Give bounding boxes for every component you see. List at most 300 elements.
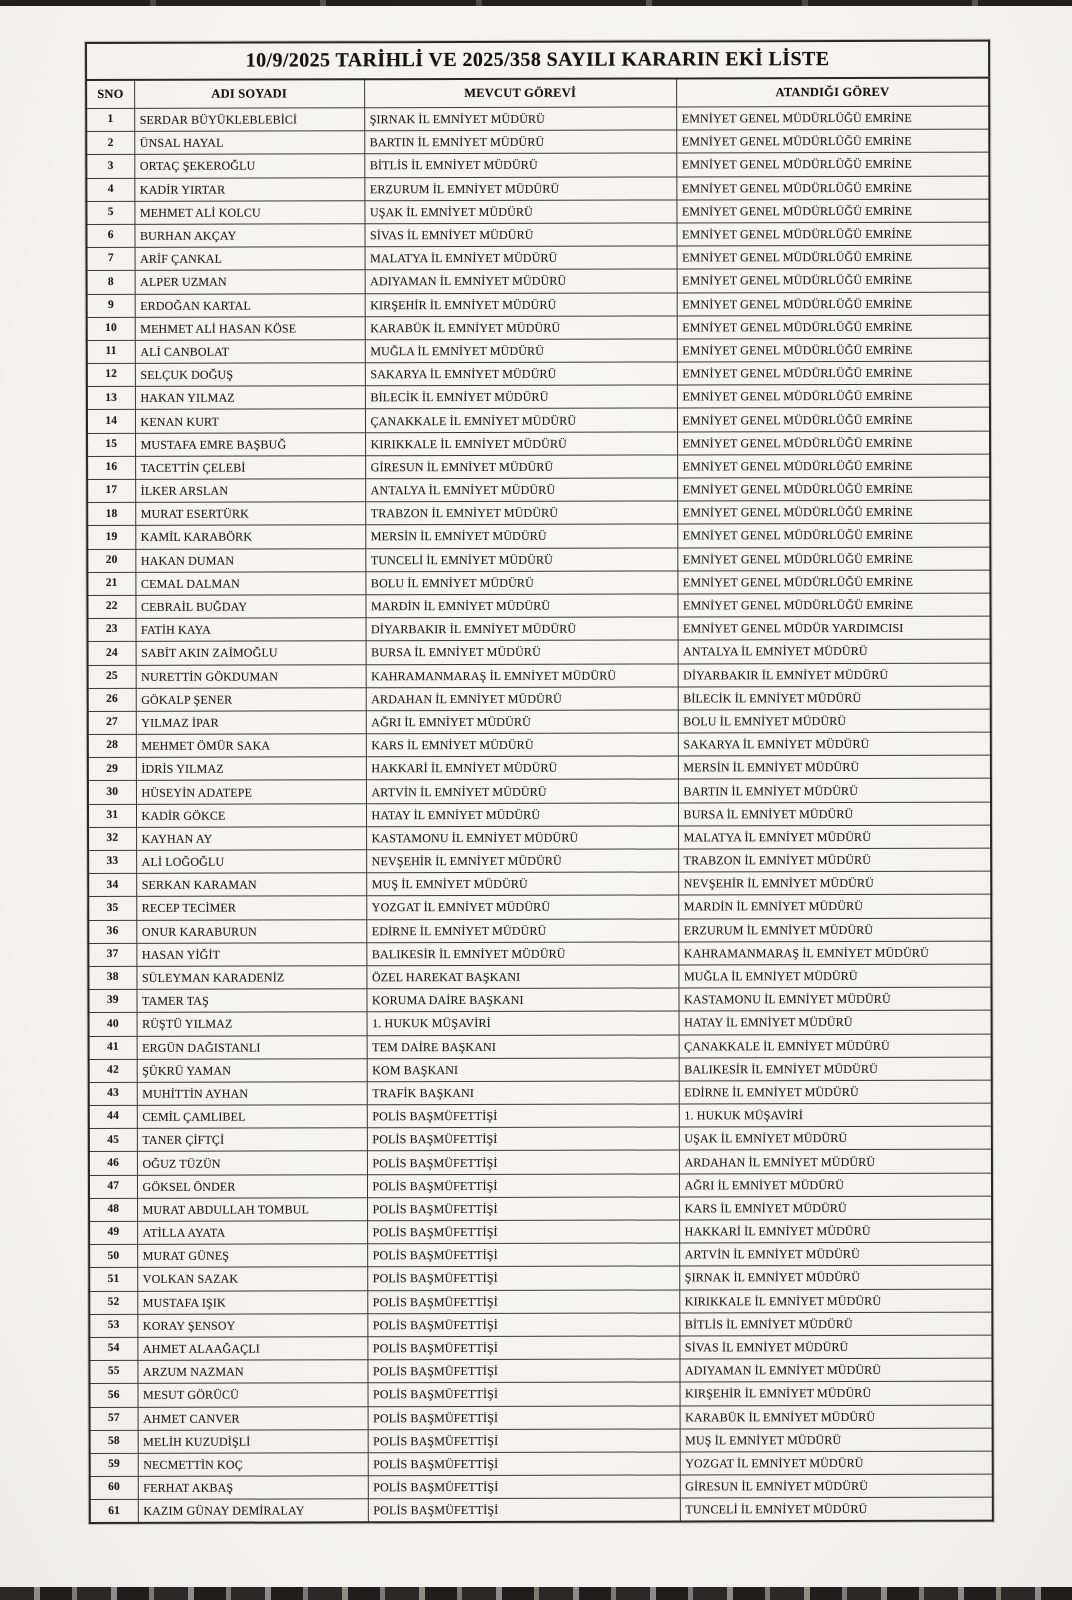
current-post-cell: ANTALYA İL EMNİYET MÜDÜRÜ <box>365 478 677 502</box>
assigned-post-cell: BURSA İL EMNİYET MÜDÜRÜ <box>678 802 991 826</box>
row-number-cell: 49 <box>89 1221 137 1244</box>
assigned-post-cell: ERZURUM İL EMNİYET MÜDÜRÜ <box>678 918 991 942</box>
name-cell: AHMET CANVER <box>138 1406 368 1430</box>
name-cell: MEHMET ALİ KOLCU <box>134 201 364 225</box>
current-post-cell: MERSİN İL EMNİYET MÜDÜRÜ <box>365 524 677 548</box>
table-row <box>88 686 991 712</box>
current-post-cell: NEVŞEHİR İL EMNİYET MÜDÜRÜ <box>366 849 678 873</box>
current-post-cell: ÇANAKKALE İL EMNİYET MÜDÜRÜ <box>365 408 677 432</box>
name-cell: HÜSEYİN ADATEPE <box>136 780 366 804</box>
table-row <box>88 616 991 642</box>
assigned-post-cell: EMNİYET GENEL MÜDÜRLÜĞÜ EMRİNE <box>677 384 990 408</box>
row-number-cell: 7 <box>87 247 135 270</box>
assigned-post-cell: BARTIN İL EMNİYET MÜDÜRÜ <box>678 779 991 803</box>
current-post-cell: POLİS BAŞMÜFETTİŞİ <box>367 1336 679 1360</box>
current-post-cell: HATAY İL EMNİYET MÜDÜRÜ <box>366 803 678 827</box>
current-post-cell: POLİS BAŞMÜFETTİŞİ <box>367 1174 679 1198</box>
name-cell: SÜLEYMAN KARADENİZ <box>136 966 366 990</box>
assigned-post-cell: ÇANAKKALE İL EMNİYET MÜDÜRÜ <box>679 1034 992 1058</box>
table-row <box>88 779 991 805</box>
name-cell: VOLKAN SAZAK <box>137 1267 367 1291</box>
table-row <box>87 524 990 550</box>
row-number-cell: 8 <box>87 271 135 294</box>
assigned-post-cell: BİLECİK İL EMNİYET MÜDÜRÜ <box>678 686 991 710</box>
row-number-cell: 43 <box>89 1082 137 1105</box>
scan-edge-artifact-top <box>0 0 1072 6</box>
assigned-post-cell: EMNİYET GENEL MÜDÜRLÜĞÜ EMRİNE <box>677 547 990 571</box>
table-row <box>86 106 989 132</box>
current-post-cell: POLİS BAŞMÜFETTİŞİ <box>367 1266 679 1290</box>
current-post-cell: KORUMA DAİRE BAŞKANI <box>366 988 678 1012</box>
current-post-cell: KOM BAŞKANI <box>367 1058 679 1082</box>
current-post-cell: POLİS BAŞMÜFETTİŞİ <box>367 1104 679 1128</box>
assigned-post-cell: EMNİYET GENEL MÜDÜRLÜĞÜ EMRİNE <box>677 338 990 362</box>
assigned-post-cell: MERSİN İL EMNİYET MÜDÜRÜ <box>678 755 991 779</box>
row-number-cell: 51 <box>89 1268 137 1291</box>
table-row <box>89 1080 992 1106</box>
table-row <box>87 315 990 341</box>
name-cell: FERHAT AKBAŞ <box>138 1476 368 1500</box>
name-cell: SELÇUK DOĞUŞ <box>135 363 365 387</box>
current-post-cell: BİLECİK İL EMNİYET MÜDÜRÜ <box>365 385 677 409</box>
assigned-post-cell: EMNİYET GENEL MÜDÜRLÜĞÜ EMRİNE <box>676 106 989 130</box>
table-row <box>88 848 991 874</box>
name-cell: ALİ CANBOLAT <box>135 340 365 364</box>
table-row <box>88 918 991 944</box>
row-number-cell: 32 <box>88 827 136 850</box>
name-cell: MURAT GÜNEŞ <box>137 1244 367 1268</box>
row-number-cell: 31 <box>88 804 136 827</box>
assigned-post-cell: MARDİN İL EMNİYET MÜDÜRÜ <box>678 895 991 919</box>
assigned-post-cell: MUŞ İL EMNİYET MÜDÜRÜ <box>680 1428 993 1452</box>
column-header-current-post: MEVCUT GÖREVİ <box>364 78 676 107</box>
assigned-post-cell: ARDAHAN İL EMNİYET MÜDÜRÜ <box>679 1150 992 1174</box>
assigned-post-cell: NEVŞEHİR İL EMNİYET MÜDÜRÜ <box>678 871 991 895</box>
table-row <box>86 199 989 225</box>
table-row <box>88 964 991 990</box>
row-number-cell: 6 <box>86 224 134 247</box>
assigned-post-cell: HAKKARİ İL EMNİYET MÜDÜRÜ <box>679 1219 992 1243</box>
current-post-cell: ERZURUM İL EMNİYET MÜDÜRÜ <box>364 177 676 201</box>
scan-edge-artifact-bottom <box>0 1587 1072 1600</box>
row-number-cell: 22 <box>87 595 135 618</box>
current-post-cell: HAKKARİ İL EMNİYET MÜDÜRÜ <box>366 756 678 780</box>
table-row <box>88 802 991 828</box>
row-number-cell: 45 <box>89 1129 137 1152</box>
current-post-cell: POLİS BAŞMÜFETTİŞİ <box>367 1243 679 1267</box>
row-number-cell: 56 <box>90 1384 138 1407</box>
table-row <box>87 292 990 318</box>
current-post-cell: ÖZEL HAREKAT BAŞKANI <box>366 965 678 989</box>
current-post-cell: POLİS BAŞMÜFETTİŞİ <box>367 1359 679 1383</box>
assigned-post-cell: BİTLİS İL EMNİYET MÜDÜRÜ <box>679 1312 992 1336</box>
assigned-post-cell: EMNİYET GENEL MÜDÜRLÜĞÜ EMRİNE <box>677 268 990 292</box>
current-post-cell: AĞRI İL EMNİYET MÜDÜRÜ <box>366 710 678 734</box>
table-row <box>87 593 990 619</box>
assigned-post-cell: EMNİYET GENEL MÜDÜRLÜĞÜ EMRİNE <box>677 292 990 316</box>
name-cell: GÖKALP ŞENER <box>136 687 366 711</box>
table-row <box>86 153 989 179</box>
name-cell: KAZIM GÜNAY DEMİRALAY <box>138 1499 368 1523</box>
current-post-cell: BALIKESİR İL EMNİYET MÜDÜRÜ <box>366 942 678 966</box>
current-post-cell: POLİS BAŞMÜFETTİŞİ <box>367 1220 679 1244</box>
row-number-cell: 17 <box>87 479 135 502</box>
current-post-cell: POLİS BAŞMÜFETTİŞİ <box>367 1197 679 1221</box>
assigned-post-cell: KASTAMONU İL EMNİYET MÜDÜRÜ <box>678 987 991 1011</box>
table-row <box>87 268 990 294</box>
name-cell: ATİLLA AYATA <box>137 1221 367 1245</box>
assigned-post-cell: EDİRNE İL EMNİYET MÜDÜRÜ <box>679 1080 992 1104</box>
name-cell: TAMER TAŞ <box>136 989 366 1013</box>
assigned-post-cell: EMNİYET GENEL MÜDÜRLÜĞÜ EMRİNE <box>676 153 989 177</box>
assigned-post-cell: TRABZON İL EMNİYET MÜDÜRÜ <box>678 848 991 872</box>
row-number-cell: 42 <box>89 1059 137 1082</box>
name-cell: RÜŞTÜ YILMAZ <box>137 1012 367 1036</box>
row-number-cell: 48 <box>89 1198 137 1221</box>
title-row <box>86 41 989 80</box>
name-cell: KAYHAN AY <box>136 827 366 851</box>
current-post-cell: KARABÜK İL EMNİYET MÜDÜRÜ <box>365 316 677 340</box>
row-number-cell: 34 <box>88 874 136 897</box>
column-header-sno: SNO <box>86 80 134 109</box>
assigned-post-cell: EMNİYET GENEL MÜDÜRLÜĞÜ EMRİNE <box>677 524 990 548</box>
name-cell: MURAT ABDULLAH TOMBUL <box>137 1198 367 1222</box>
name-cell: ŞÜKRÜ YAMAN <box>137 1058 367 1082</box>
row-number-cell: 41 <box>89 1036 137 1059</box>
column-header-assigned-post: ATANDIĞI GÖREV <box>676 78 989 107</box>
row-number-cell: 61 <box>90 1500 138 1524</box>
name-cell: MUHİTTİN AYHAN <box>137 1082 367 1106</box>
assigned-post-cell: ADIYAMAN İL EMNİYET MÜDÜRÜ <box>679 1358 992 1382</box>
table-row <box>87 408 990 434</box>
row-number-cell: 58 <box>90 1430 138 1453</box>
column-header-row <box>86 78 989 109</box>
name-cell: SERDAR BÜYÜKLEBLEBİCİ <box>134 108 364 132</box>
name-cell: MESUT GÖRÜCÜ <box>138 1383 368 1407</box>
assigned-post-cell: MALATYA İL EMNİYET MÜDÜRÜ <box>678 825 991 849</box>
assigned-post-cell: EMNİYET GENEL MÜDÜRLÜĞÜ EMRİNE <box>677 361 990 385</box>
table-row <box>89 1173 992 1199</box>
table-row <box>87 384 990 410</box>
name-cell: MUSTAFA IŞIK <box>137 1290 367 1314</box>
name-cell: İLKER ARSLAN <box>135 479 365 503</box>
assigned-post-cell: SAKARYA İL EMNİYET MÜDÜRÜ <box>678 732 991 756</box>
table-row <box>87 500 990 526</box>
assigned-post-cell: EMNİYET GENEL MÜDÜRLÜĞÜ EMRİNE <box>676 199 989 223</box>
current-post-cell: SAKARYA İL EMNİYET MÜDÜRÜ <box>365 362 677 386</box>
assigned-post-cell: EMNİYET GENEL MÜDÜRLÜĞÜ EMRİNE <box>677 593 990 617</box>
current-post-cell: POLİS BAŞMÜFETTİŞİ <box>368 1498 680 1523</box>
assigned-post-cell: EMNİYET GENEL MÜDÜRLÜĞÜ EMRİNE <box>677 500 990 524</box>
row-number-cell: 16 <box>87 456 135 479</box>
table-body <box>86 106 993 1523</box>
current-post-cell: BARTIN İL EMNİYET MÜDÜRÜ <box>364 130 676 154</box>
current-post-cell: POLİS BAŞMÜFETTİŞİ <box>367 1313 679 1337</box>
table-row <box>86 222 989 248</box>
row-number-cell: 3 <box>86 155 134 178</box>
column-header-name: ADI SOYADI <box>134 79 364 108</box>
row-number-cell: 14 <box>87 410 135 433</box>
assigned-post-cell: MUĞLA İL EMNİYET MÜDÜRÜ <box>678 964 991 988</box>
name-cell: OĞUZ TÜZÜN <box>137 1151 367 1175</box>
name-cell: AHMET ALAAĞAÇLI <box>137 1337 367 1361</box>
name-cell: RECEP TECİMER <box>136 896 366 920</box>
row-number-cell: 21 <box>87 572 135 595</box>
table-row <box>88 987 991 1013</box>
current-post-cell: DİYARBAKIR İL EMNİYET MÜDÜRÜ <box>366 617 678 641</box>
row-number-cell: 59 <box>90 1453 138 1476</box>
current-post-cell: KASTAMONU İL EMNİYET MÜDÜRÜ <box>366 826 678 850</box>
name-cell: ERDOĞAN KARTAL <box>135 293 365 317</box>
assigned-post-cell: KIRŞEHİR İL EMNİYET MÜDÜRÜ <box>680 1381 993 1405</box>
current-post-cell: TRAFİK BAŞKANI <box>367 1081 679 1105</box>
name-cell: ALİ LOĞOĞLU <box>136 850 366 874</box>
table-row <box>89 1358 992 1384</box>
table-row <box>89 1335 992 1361</box>
table-row <box>88 755 991 781</box>
name-cell: MEHMET ÖMÜR SAKA <box>136 734 366 758</box>
name-cell: KENAN KURT <box>135 409 365 433</box>
assigned-post-cell: DİYARBAKIR İL EMNİYET MÜDÜRÜ <box>678 663 991 687</box>
assigned-post-cell: EMNİYET GENEL MÜDÜRLÜĞÜ EMRİNE <box>677 245 990 269</box>
assigned-post-cell: TUNCELİ İL EMNİYET MÜDÜRÜ <box>680 1497 993 1522</box>
assigned-post-cell: KARS İL EMNİYET MÜDÜRÜ <box>679 1196 992 1220</box>
name-cell: TACETTİN ÇELEBİ <box>135 456 365 480</box>
name-cell: MELİH KUZUDİŞLİ <box>138 1429 368 1453</box>
current-post-cell: ARTVİN İL EMNİYET MÜDÜRÜ <box>366 779 678 803</box>
table-row <box>89 1242 992 1268</box>
current-post-cell: KIRIKKALE İL EMNİYET MÜDÜRÜ <box>365 432 677 456</box>
name-cell: CEMİL ÇAMLIBEL <box>137 1105 367 1129</box>
row-number-cell: 30 <box>88 781 136 804</box>
row-number-cell: 5 <box>86 201 134 224</box>
row-number-cell: 39 <box>88 989 136 1012</box>
assigned-post-cell: KAHRAMANMARAŞ İL EMNİYET MÜDÜRÜ <box>678 941 991 965</box>
name-cell: GÖKSEL ÖNDER <box>137 1174 367 1198</box>
table-row <box>89 1034 992 1060</box>
document-title: 10/9/2025 TARİHLİ VE 2025/358 SAYILI KARARIN EKİ LİSTE <box>86 41 989 80</box>
current-post-cell: 1. HUKUK MÜŞAVİRİ <box>367 1011 679 1035</box>
current-post-cell: TEM DAİRE BAŞKANI <box>367 1034 679 1058</box>
row-number-cell: 33 <box>88 850 136 873</box>
row-number-cell: 53 <box>89 1314 137 1337</box>
assigned-post-cell: EMNİYET GENEL MÜDÜRLÜĞÜ EMRİNE <box>677 570 990 594</box>
current-post-cell: BURSA İL EMNİYET MÜDÜRÜ <box>366 640 678 664</box>
name-cell: NURETTİN GÖKDUMAN <box>136 664 366 688</box>
assigned-post-cell: ANTALYA İL EMNİYET MÜDÜRÜ <box>678 639 991 663</box>
assigned-post-cell: EMNİYET GENEL MÜDÜRLÜĞÜ EMRİNE <box>677 477 990 501</box>
name-cell: HAKAN DUMAN <box>135 548 365 572</box>
assigned-post-cell: KIRIKKALE İL EMNİYET MÜDÜRÜ <box>679 1289 992 1313</box>
assigned-post-cell: ŞIRNAK İL EMNİYET MÜDÜRÜ <box>679 1266 992 1290</box>
table-row <box>88 895 991 921</box>
table-row <box>86 129 989 155</box>
current-post-cell: TRABZON İL EMNİYET MÜDÜRÜ <box>365 501 677 525</box>
current-post-cell: ARDAHAN İL EMNİYET MÜDÜRÜ <box>366 687 678 711</box>
name-cell: KADİR YIRTAR <box>134 177 364 201</box>
table-row <box>90 1497 993 1523</box>
assigned-post-cell: 1. HUKUK MÜŞAVİRİ <box>679 1103 992 1127</box>
current-post-cell: POLİS BAŞMÜFETTİŞİ <box>368 1405 680 1429</box>
table-row <box>89 1219 992 1245</box>
row-number-cell: 50 <box>89 1245 137 1268</box>
row-number-cell: 44 <box>89 1105 137 1128</box>
name-cell: MEHMET ALİ HASAN KÖSE <box>135 316 365 340</box>
current-post-cell: MUŞ İL EMNİYET MÜDÜRÜ <box>366 872 678 896</box>
row-number-cell: 35 <box>88 897 136 920</box>
assigned-post-cell: GİRESUN İL EMNİYET MÜDÜRÜ <box>680 1474 993 1498</box>
current-post-cell: MARDİN İL EMNİYET MÜDÜRÜ <box>365 594 677 618</box>
name-cell: SERKAN KARAMAN <box>136 873 366 897</box>
row-number-cell: 57 <box>90 1407 138 1430</box>
current-post-cell: BİTLİS İL EMNİYET MÜDÜRÜ <box>364 153 676 177</box>
row-number-cell: 47 <box>89 1175 137 1198</box>
row-number-cell: 60 <box>90 1476 138 1499</box>
assigned-post-cell: BALIKESİR İL EMNİYET MÜDÜRÜ <box>679 1057 992 1081</box>
name-cell: MUSTAFA EMRE BAŞBUĞ <box>135 432 365 456</box>
assigned-post-cell: KARABÜK İL EMNİYET MÜDÜRÜ <box>680 1405 993 1429</box>
name-cell: CEBRAİL BUĞDAY <box>135 595 365 619</box>
row-number-cell: 15 <box>87 433 135 456</box>
table-row <box>90 1451 993 1477</box>
table-row <box>89 1150 992 1176</box>
table-row <box>89 1103 992 1129</box>
table-row <box>89 1057 992 1083</box>
table-row <box>88 663 991 689</box>
table-row <box>87 477 990 503</box>
table-row <box>89 1126 992 1152</box>
row-number-cell: 18 <box>87 503 135 526</box>
table-row <box>90 1381 993 1407</box>
name-cell: NECMETTİN KOÇ <box>138 1453 368 1477</box>
row-number-cell: 24 <box>88 642 136 665</box>
table-row <box>86 176 989 202</box>
name-cell: BURHAN AKÇAY <box>134 224 364 248</box>
current-post-cell: POLİS BAŞMÜFETTİŞİ <box>368 1382 680 1406</box>
table-row <box>87 361 990 387</box>
row-number-cell: 2 <box>86 132 134 155</box>
name-cell: ERGÜN DAĞISTANLI <box>137 1035 367 1059</box>
assigned-post-cell: SİVAS İL EMNİYET MÜDÜRÜ <box>679 1335 992 1359</box>
assigned-post-cell: EMNİYET GENEL MÜDÜRLÜĞÜ EMRİNE <box>677 315 990 339</box>
name-cell: KORAY ŞENSOY <box>137 1314 367 1338</box>
current-post-cell: MALATYA İL EMNİYET MÜDÜRÜ <box>365 246 677 270</box>
row-number-cell: 25 <box>88 665 136 688</box>
current-post-cell: POLİS BAŞMÜFETTİŞİ <box>368 1429 680 1453</box>
name-cell: ORTAÇ ŞEKEROĞLU <box>134 154 364 178</box>
table-row <box>87 570 990 596</box>
table-row <box>88 825 991 851</box>
table-row <box>87 338 990 364</box>
name-cell: KADİR GÖKCE <box>136 803 366 827</box>
row-number-cell: 4 <box>86 178 134 201</box>
table-row <box>89 1196 992 1222</box>
current-post-cell: POLİS BAŞMÜFETTİŞİ <box>367 1150 679 1174</box>
name-cell: ONUR KARABURUN <box>136 919 366 943</box>
name-cell: ÜNSAL HAYAL <box>134 131 364 155</box>
row-number-cell: 26 <box>88 688 136 711</box>
row-number-cell: 11 <box>87 340 135 363</box>
name-cell: ARZUM NAZMAN <box>137 1360 367 1384</box>
row-number-cell: 23 <box>88 618 136 641</box>
assigned-post-cell: EMNİYET GENEL MÜDÜRLÜĞÜ EMRİNE <box>676 222 989 246</box>
table-row <box>88 871 991 897</box>
table-row <box>88 732 991 758</box>
table-row <box>89 1010 992 1036</box>
assigned-post-cell: EMNİYET GENEL MÜDÜRLÜĞÜ EMRİNE <box>677 408 990 432</box>
current-post-cell: BOLU İL EMNİYET MÜDÜRÜ <box>365 571 677 595</box>
current-post-cell: GİRESUN İL EMNİYET MÜDÜRÜ <box>365 455 677 479</box>
current-post-cell: KARS İL EMNİYET MÜDÜRÜ <box>366 733 678 757</box>
current-post-cell: MUĞLA İL EMNİYET MÜDÜRÜ <box>365 339 677 363</box>
name-cell: TANER ÇİFTÇİ <box>137 1128 367 1152</box>
table-row <box>90 1405 993 1431</box>
current-post-cell: POLİS BAŞMÜFETTİŞİ <box>368 1452 680 1476</box>
row-number-cell: 54 <box>89 1337 137 1360</box>
row-number-cell: 12 <box>87 363 135 386</box>
name-cell: İDRİS YILMAZ <box>136 757 366 781</box>
current-post-cell: YOZGAT İL EMNİYET MÜDÜRÜ <box>366 895 678 919</box>
table-row <box>87 454 990 480</box>
table-row <box>88 639 991 665</box>
row-number-cell: 40 <box>89 1013 137 1036</box>
table-row <box>88 941 991 967</box>
row-number-cell: 1 <box>86 108 134 131</box>
row-number-cell: 46 <box>89 1152 137 1175</box>
name-cell: CEMAL DALMAN <box>135 572 365 596</box>
current-post-cell: TUNCELİ İL EMNİYET MÜDÜRÜ <box>365 548 677 572</box>
table-row <box>90 1474 993 1500</box>
assigned-post-cell: AĞRI İL EMNİYET MÜDÜRÜ <box>679 1173 992 1197</box>
current-post-cell: POLİS BAŞMÜFETTİŞİ <box>368 1475 680 1499</box>
table-row <box>87 245 990 271</box>
assigned-post-cell: EMNİYET GENEL MÜDÜR YARDIMCISI <box>678 616 991 640</box>
assigned-post-cell: YOZGAT İL EMNİYET MÜDÜRÜ <box>680 1451 993 1475</box>
name-cell: FATİH KAYA <box>136 618 366 642</box>
current-post-cell: KIRŞEHİR İL EMNİYET MÜDÜRÜ <box>365 292 677 316</box>
current-post-cell: UŞAK İL EMNİYET MÜDÜRÜ <box>364 200 676 224</box>
assigned-post-cell: EMNİYET GENEL MÜDÜRLÜĞÜ EMRİNE <box>677 454 990 478</box>
table-row <box>87 431 990 457</box>
name-cell: MURAT ESERTÜRK <box>135 502 365 526</box>
current-post-cell: POLİS BAŞMÜFETTİŞİ <box>367 1290 679 1314</box>
row-number-cell: 37 <box>88 943 136 966</box>
current-post-cell: ŞIRNAK İL EMNİYET MÜDÜRÜ <box>364 107 676 131</box>
assigned-post-cell: UŞAK İL EMNİYET MÜDÜRÜ <box>679 1126 992 1150</box>
decree-list-table-container <box>85 40 992 1525</box>
current-post-cell: ADIYAMAN İL EMNİYET MÜDÜRÜ <box>365 269 677 293</box>
assigned-post-cell: ARTVİN İL EMNİYET MÜDÜRÜ <box>679 1242 992 1266</box>
row-number-cell: 19 <box>87 526 135 549</box>
name-cell: SABİT AKIN ZAİMOĞLU <box>136 641 366 665</box>
row-number-cell: 27 <box>88 711 136 734</box>
row-number-cell: 20 <box>87 549 135 572</box>
current-post-cell: KAHRAMANMARAŞ İL EMNİYET MÜDÜRÜ <box>366 663 678 687</box>
assigned-post-cell: BOLU İL EMNİYET MÜDÜRÜ <box>678 709 991 733</box>
assigned-post-cell: EMNİYET GENEL MÜDÜRLÜĞÜ EMRİNE <box>676 176 989 200</box>
row-number-cell: 36 <box>88 920 136 943</box>
name-cell: YILMAZ İPAR <box>136 711 366 735</box>
table-row <box>90 1428 993 1454</box>
current-post-cell: SİVAS İL EMNİYET MÜDÜRÜ <box>364 223 676 247</box>
name-cell: HAKAN YILMAZ <box>135 386 365 410</box>
row-number-cell: 38 <box>88 966 136 989</box>
table-row <box>89 1289 992 1315</box>
assigned-post-cell: EMNİYET GENEL MÜDÜRLÜĞÜ EMRİNE <box>677 431 990 455</box>
table-row <box>89 1312 992 1338</box>
table-row <box>88 709 991 735</box>
name-cell: ALPER UZMAN <box>135 270 365 294</box>
